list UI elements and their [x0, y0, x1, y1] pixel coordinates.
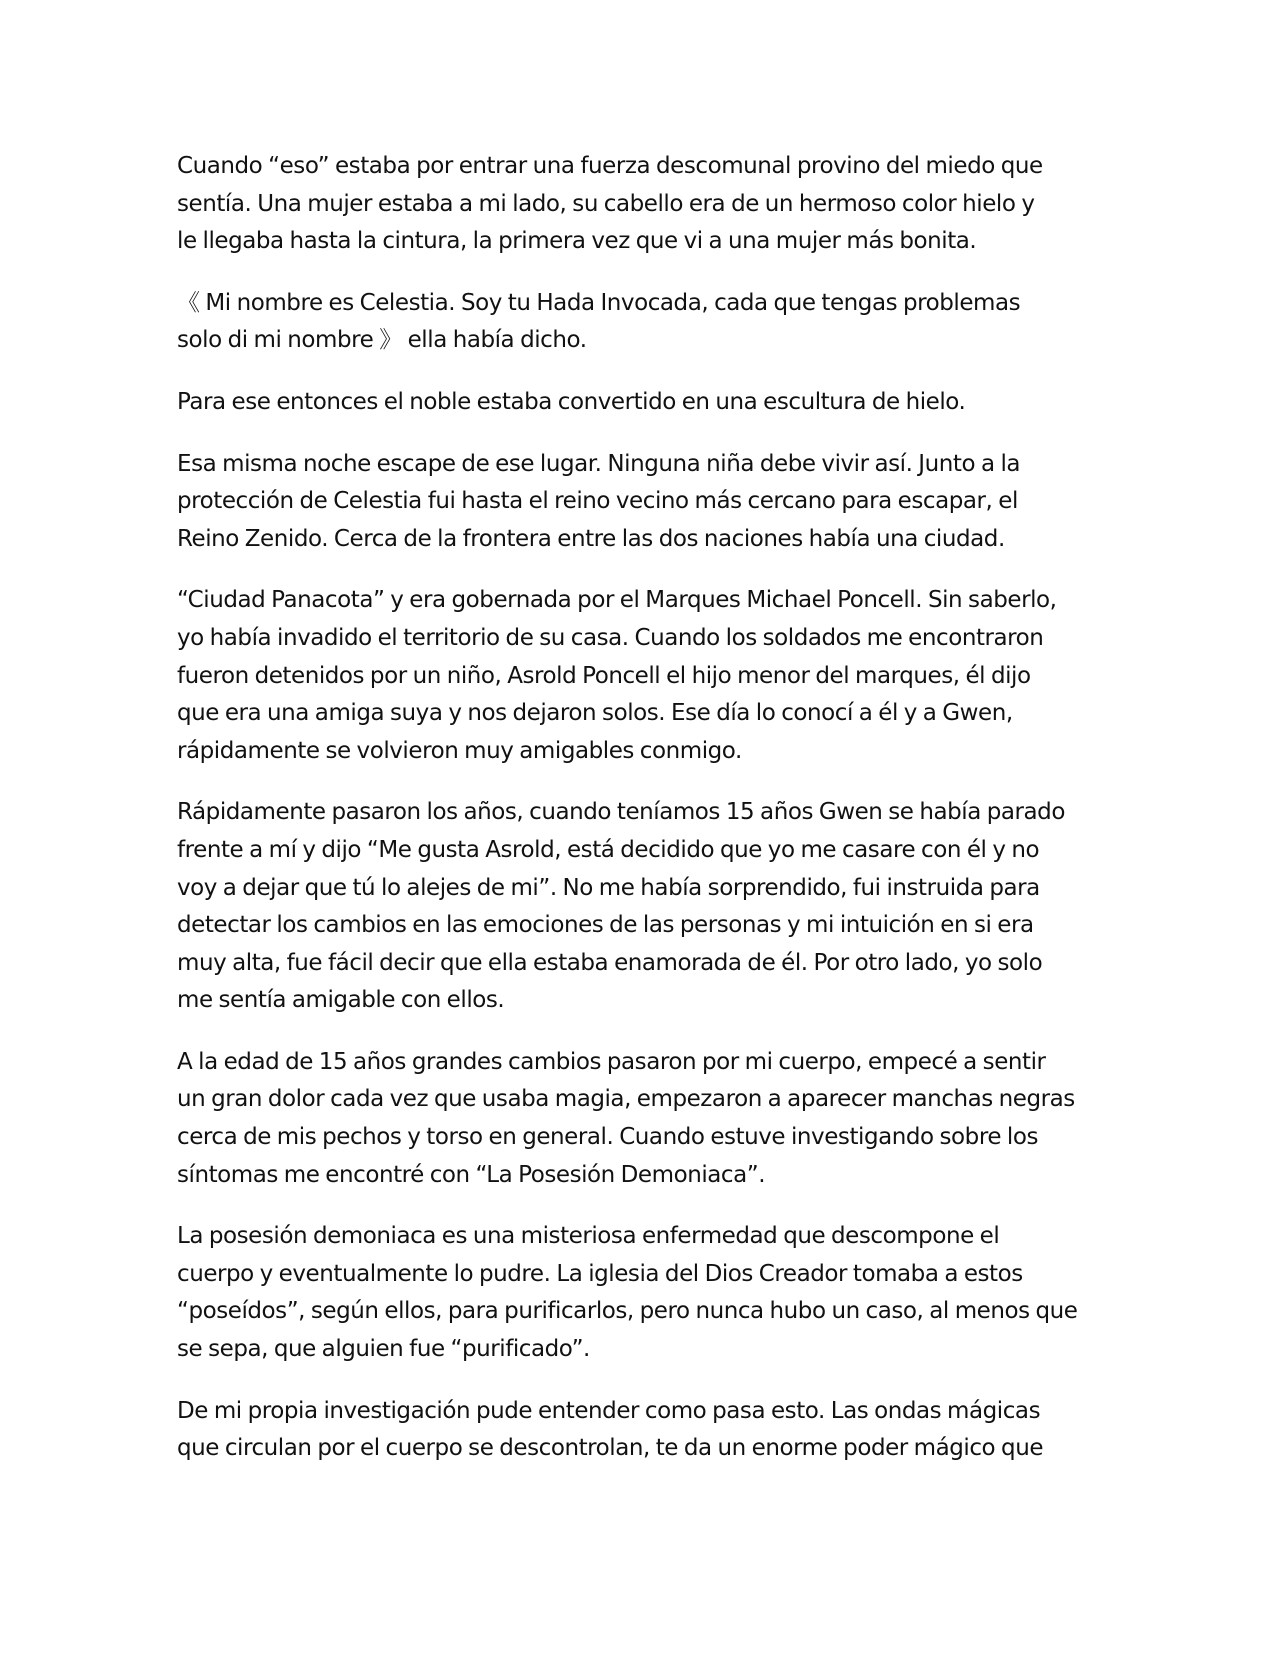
document-body [177, 148, 1117, 1492]
paragraph [177, 1218, 1117, 1368]
text-line: detectar los cambios en las emociones de las personas y mi intuición en si era [177, 912, 1034, 939]
text-line: un gran dolor cada vez que usaba magia, empezaron a aparecer manchas negras [177, 1086, 1075, 1113]
text-line: 《 Mi nombre es Celestia. Soy tu Hada Invocada, cada que tengas problemas [177, 289, 1021, 316]
text-line: solo di mi nombre 》 ella había dicho. [177, 327, 587, 354]
paragraph [177, 794, 1117, 1020]
text-line: Rápidamente pasaron los años, cuando teníamos 15 años Gwen se había parado [177, 799, 1065, 826]
text-line: cerca de mis pechos y torso en general. Cuando estuve investigando sobre los [177, 1124, 1038, 1151]
paragraph [177, 148, 1117, 261]
paragraph [177, 1393, 1117, 1468]
paragraph [177, 384, 1117, 422]
text-line: La posesión demoniaca es una misteriosa enfermedad que descompone el [177, 1223, 1000, 1250]
text-line: sentía. Una mujer estaba a mi lado, su cabello era de un hermoso color hielo y [177, 190, 1035, 217]
text-line: me sentía amigable con ellos. [177, 987, 505, 1014]
text-line: que era una amiga suya y nos dejaron solos. Ese día lo conocí a él y a Gwen, [177, 700, 1013, 727]
paragraph [177, 446, 1117, 559]
text-line: Para ese entonces el noble estaba convertido en una escultura de hielo. [177, 388, 966, 415]
text-line: que circulan por el cuerpo se descontrolan, te da un enorme poder mágico que [177, 1435, 1044, 1462]
text-line: yo había invadido el territorio de su casa. Cuando los soldados me encontraron [177, 624, 1044, 651]
text-line: De mi propia investigación pude entender como pasa esto. Las ondas mágicas [177, 1397, 1041, 1424]
text-line: se sepa, que alguien fue “purificado”. [177, 1336, 590, 1363]
text-line: le llegaba hasta la cintura, la primera vez que vi a una mujer más bonita. [177, 228, 977, 255]
text-line: Reino Zenido. Cerca de la frontera entre las dos naciones había una ciudad. [177, 525, 1005, 552]
text-line: muy alta, fue fácil decir que ella estaba enamorada de él. Por otro lado, yo solo [177, 949, 1043, 976]
paragraph [177, 1044, 1117, 1194]
text-line: síntomas me encontré con “La Posesión Demoniaca”. [177, 1161, 766, 1188]
text-line: A la edad de 15 años grandes cambios pasaron por mi cuerpo, empecé a sentir [177, 1048, 1046, 1075]
text-line: rápidamente se volvieron muy amigables conmigo. [177, 737, 742, 764]
text-line: “Ciudad Panacota” y era gobernada por el Marques Michael Poncell. Sin saberlo, [177, 587, 1057, 614]
text-line: Cuando “eso” estaba por entrar una fuerza descomunal provino del miedo que [177, 153, 1043, 179]
text-line: fueron detenidos por un niño, Asrold Poncell el hijo menor del marques, él dijo [177, 662, 1031, 689]
text-line: protección de Celestia fui hasta el reino vecino más cercano para escapar, el [177, 488, 1018, 515]
text-line: cuerpo y eventualmente lo pudre. La iglesia del Dios Creador tomaba a estos [177, 1260, 1023, 1287]
text-line: Esa misma noche escape de ese lugar. Ninguna niña debe vivir así. Junto a la [177, 450, 1021, 477]
paragraph [177, 285, 1117, 360]
text-line: voy a dejar que tú lo alejes de mi”. No me había sorprendido, fui instruida para [177, 874, 1040, 901]
paragraph [177, 582, 1117, 770]
text-line: frente a mí y dijo “Me gusta Asrold, está decidido que yo me casare con él y no [177, 836, 1040, 863]
text-line: “poseídos”, según ellos, para purificarlos, pero nunca hubo un caso, al menos que [177, 1298, 1078, 1325]
